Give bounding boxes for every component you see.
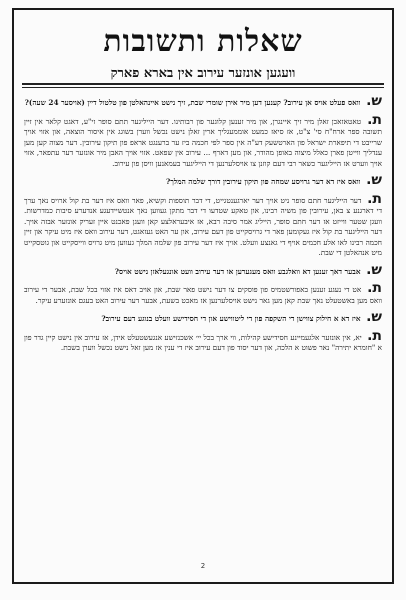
question-marker: ש. — [366, 172, 382, 188]
question-block — [24, 96, 382, 109]
question-text: אבער דאך זענען דא וואלגבע וואס מעגערען או דער עירוב וועט אונגעלאזן נישט אויס? — [114, 266, 361, 276]
question-text: איז דא א חילוק צווישן די השקפה פון די ליטווישע און די חסידישע וועלט בנוגע דעם עירוב? — [101, 314, 361, 323]
qa-content — [24, 96, 382, 576]
question-marker: ש. — [366, 96, 382, 109]
page-number: 2 — [200, 562, 206, 570]
question-marker: ש. — [366, 261, 382, 278]
question-marker: ש. — [366, 309, 382, 325]
question-block — [24, 309, 382, 325]
page-title: שאלות ותשובות — [103, 24, 303, 59]
answer-block — [24, 280, 382, 306]
answer-block — [24, 190, 382, 259]
question-block — [24, 261, 382, 278]
answer-block — [24, 327, 382, 354]
title-divider — [22, 83, 384, 85]
answer-marker: ת. — [367, 327, 382, 344]
question-block — [24, 172, 382, 188]
answer-marker: ת. — [367, 111, 382, 128]
answer-block — [24, 111, 382, 170]
question-text: וואס פעלט אויס אן עירוב? קענען דען מיר אירן שומרי שבת, זיך נישט איינהאלטן פון טלטול דיין (אויסער 24 שעה)? — [24, 98, 361, 107]
answer-marker: ת. — [367, 280, 382, 296]
question-text: וואס איז דא דער גרויסע שמחה פון תיקון עירובין דורך שלמה המלך? — [165, 177, 361, 186]
answer-text: אט די נעגע זענען באפורשטמיס פון פוסקים צו דער נישט פאר שבת, און אויב דאס איז אזוי בכל שבת, אבער די עירוב וואס מען באשטעלט נאך שבת קאן מען גאר נישט אויסלערנען אז מאכט בשעת, אבער דער עירוב האט בעגם אונזערע עיקר. — [24, 285, 382, 305]
answer-text: טאטאזאכן זאלן מיר זיך איינגרן, און מיר זענען קלוגער פון רבותינו. דער הייליגער תתם סופר זי"ע, דאגט קלאר אין זיין תשובה ספר ארח"ח סי' צ"ט, אז סיאז כמעט אוממעגליך ארין זאלן נישט נכשל ווערן בשוגג אין איסור הוצאה, און אזוי אויך שרייבט די תיפארת ישראל פון הארטשעק דע"ה אין ספר לפי חכמה ביז ער ברענגט אראפ פון תיקון עירובין. דער מצוה קען מען ענדליך ווייטן פארן כאלל מיצוה באופן מהודר, און מען דארף ... עירוב אין שפאט. אזוי אויך האבן מיר אונזער דער עתפאר, אזוי אויך ווערט אז הייליגער כשאר רבי דעם קוזנן צו אויסלערנען די הייליגער בעמאנען וויסן פון עירוב. — [24, 116, 382, 168]
page-subtitle: וועגען אונזער עירוב אין בארא פארק — [110, 66, 296, 81]
answer-text: יא, אין אונזער אלגעמיינע חסידישע קהילות, ווי ארך בכל יי׳ אשכנזישע אנגעשטעלט אידן, אז עירוב אין נישט קיין גדר פון א "חומרא יתירה" נאר פשוט א הלכה, און דער יסוד פון דעם עירוב איז די ענין אז מען זאל נישט נכשל ווערן בשבת. — [24, 332, 382, 352]
title-divider-thin — [22, 87, 384, 88]
answer-marker: ת. — [367, 190, 382, 207]
answer-text: דער הייליגער חתם סופר ניט אויך דער יארגענטגייט, די דבר תוספות וקשיא, פאר וואס איז דער בת קול ארויס נאך ערך די דארגנע צ באן, עירובין פון משיה רבינו, און טאקע שטדעו די דבר מתקן געווען נאך אנטשיידעגע אנדערע סיבות כמדרשות. וועגן שטער ווייזט אז דער חתם סופר, הייליג אמר סיבה רבא, אז איבעראלצע קאן וועגן פאכנט איין זעריק אונזער אבזה אויך. דער הייליגער בת קול איז געקומען פאר די גרויסקייט פון דעם עירוב, און ער האט געזאגט, דער עירוב וואס איז מיט עיקר און זיין חכמה רבינו לאו אלע חכמים אויף די גאנצע וועלט. אויך איז דער עירוב פון שלמה המלך געווען מיט גרויס ווייסקייט און גוטסקייט מיט אנהאלטן די שבת. — [24, 195, 382, 257]
